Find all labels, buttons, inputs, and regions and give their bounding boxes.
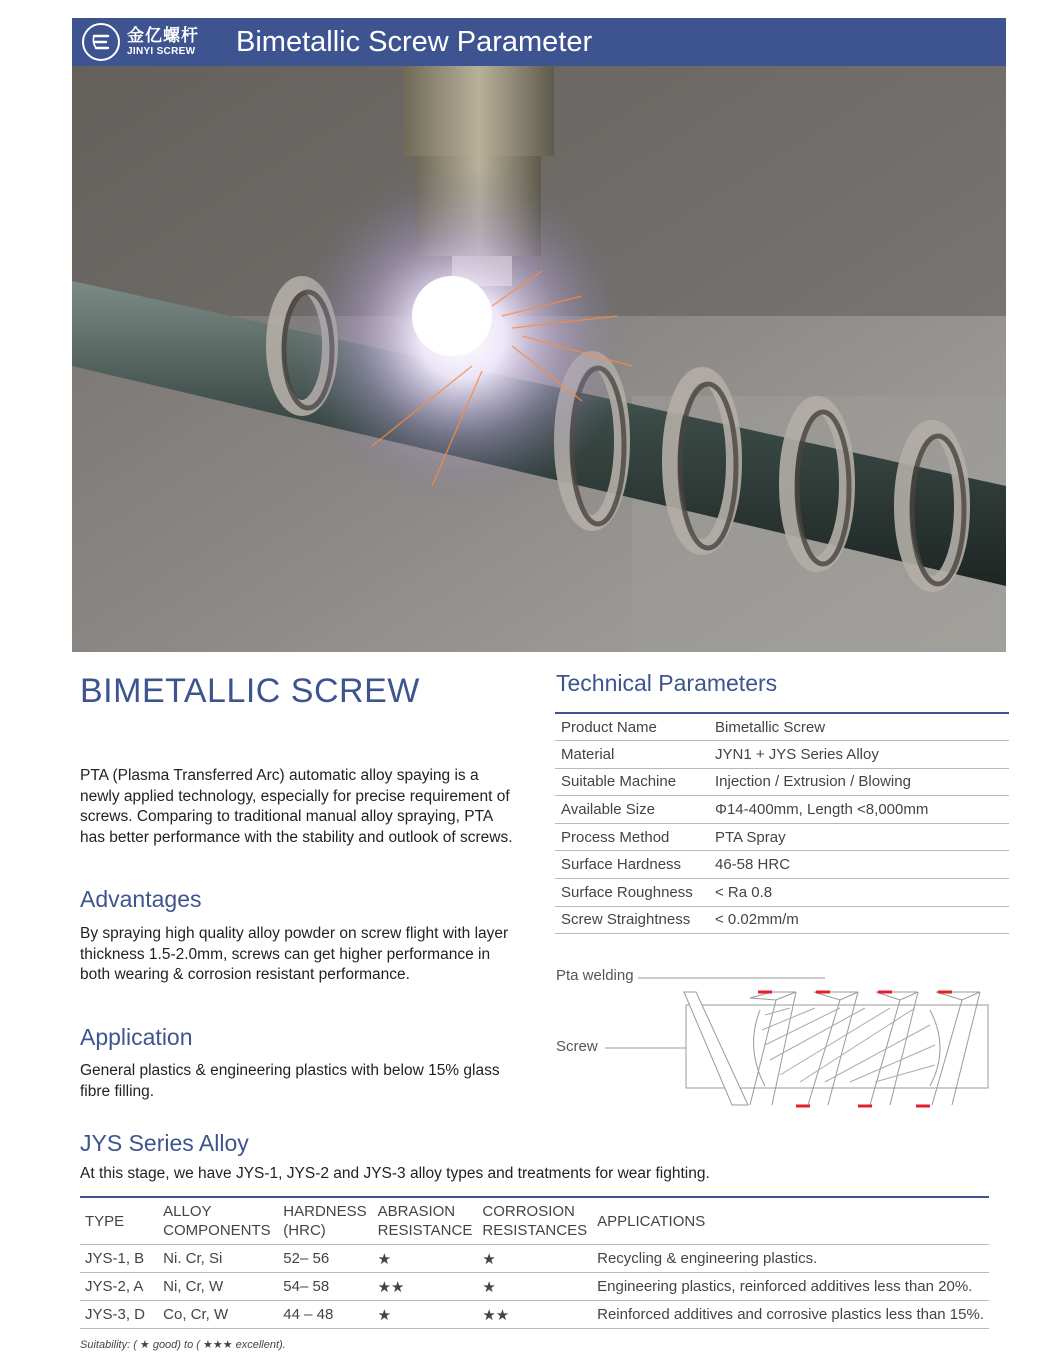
cell-abrasion: ★★ [373, 1273, 478, 1301]
table-header-row [80, 1197, 989, 1245]
screw-label: Screw [556, 1038, 598, 1055]
param-name: Suitable Machine [555, 768, 709, 796]
table-row [555, 906, 1009, 934]
param-name: Surface Roughness [555, 879, 709, 907]
table-row [555, 851, 1009, 879]
jys-intro-text: At this stage, we have JYS-1, JYS-2 and JYS-3 alloy types and treatments for wear fighting. [80, 1165, 710, 1182]
company-logo [82, 23, 222, 61]
param-value: Bimetallic Screw [709, 713, 1009, 741]
table-row [555, 713, 1009, 741]
col-header-corrosion: CORROSION RESISTANCES [477, 1197, 592, 1245]
header-bar [72, 18, 1006, 66]
cell-hardness: 44 – 48 [278, 1301, 372, 1329]
main-title: BIMETALLIC SCREW [80, 672, 420, 710]
advantages-title: Advantages [80, 886, 202, 912]
param-value: Injection / Extrusion / Blowing [709, 768, 1009, 796]
param-name: Available Size [555, 796, 709, 824]
table-row [80, 1245, 989, 1273]
application-title: Application [80, 1024, 193, 1050]
cell-hardness: 52– 56 [278, 1245, 372, 1273]
table-row [555, 796, 1009, 824]
param-value: PTA Spray [709, 823, 1009, 851]
param-value: Φ14-400mm, Length <8,000mm [709, 796, 1009, 824]
hero-welding-photo [72, 66, 1006, 652]
logo-icon [82, 23, 120, 61]
advantages-text: By spraying high quality alloy powder on screw flight with layer thickness 1.5-2.0mm, screws can get higher performance in both wearing & corrosion resistant performance. [80, 925, 509, 983]
jys-series-title: JYS Series Alloy [80, 1130, 249, 1156]
pta-welding-label: Pta welding [556, 967, 634, 984]
screw-cross-section-diagram [600, 970, 1000, 1115]
col-header-applications: APPLICATIONS [592, 1197, 989, 1245]
logo-text-cn: 金亿螺杆 [127, 26, 199, 45]
cell-corrosion: ★ [477, 1273, 592, 1301]
cell-abrasion: ★ [373, 1301, 478, 1329]
col-header-hardness: HARDNESS (HRC) [278, 1197, 372, 1245]
page-title: Bimetallic Screw Parameter [236, 25, 593, 58]
col-header-abrasion: ABRASION RESISTANCE [373, 1197, 478, 1245]
logo-text-en: JINYI SCREW [127, 46, 196, 57]
col-header-alloy: ALLOY COMPONENTS [158, 1197, 278, 1245]
cell-alloy: Ni. Cr, Si [158, 1245, 278, 1273]
cell-type: JYS-1, B [80, 1245, 158, 1273]
col-header-type: TYPE [80, 1197, 158, 1245]
param-value: < 0.02mm/m [709, 906, 1009, 934]
cell-abrasion: ★ [373, 1245, 478, 1273]
table-row [80, 1301, 989, 1329]
table-row [555, 741, 1009, 769]
table-row [555, 879, 1009, 907]
cell-alloy: Co, Cr, W [158, 1301, 278, 1329]
tech-params-table [555, 712, 1009, 934]
param-name: Process Method [555, 823, 709, 851]
param-name: Surface Hardness [555, 851, 709, 879]
cell-type: JYS-2, A [80, 1273, 158, 1301]
alloy-table [80, 1196, 989, 1329]
param-name: Product Name [555, 713, 709, 741]
cell-applications: Recycling & engineering plastics. [592, 1245, 989, 1273]
cell-alloy: Ni, Cr, W [158, 1273, 278, 1301]
table-row [555, 823, 1009, 851]
param-name: Screw Straightness [555, 906, 709, 934]
cell-corrosion: ★★ [477, 1301, 592, 1329]
application-text: General plastics & engineering plastics with below 15% glass fibre filling. [80, 1062, 500, 1100]
table-row [555, 768, 1009, 796]
param-value: JYN1 + JYS Series Alloy [709, 741, 1009, 769]
cell-corrosion: ★ [477, 1245, 592, 1273]
cell-applications: Engineering plastics, reinforced additives less than 20%. [592, 1273, 989, 1301]
table-row [80, 1273, 989, 1301]
param-value: < Ra 0.8 [709, 879, 1009, 907]
cell-type: JYS-3, D [80, 1301, 158, 1329]
cell-hardness: 54– 58 [278, 1273, 372, 1301]
intro-text: PTA (Plasma Transferred Arc) automatic alloy spaying is a newly applied technology, especially for precise requirement of screws. Comparing to traditional manual alloy spraying, PTA has better performance with the stability and outlook of screws. [80, 767, 513, 846]
suitability-note: Suitability: ( ★ good) to ( ★★★ excellent). [80, 1339, 286, 1351]
tech-params-title: Technical Parameters [556, 670, 778, 696]
cell-applications: Reinforced additives and corrosive plastics less than 15%. [592, 1301, 989, 1329]
param-value: 46-58 HRC [709, 851, 1009, 879]
param-name: Material [555, 741, 709, 769]
